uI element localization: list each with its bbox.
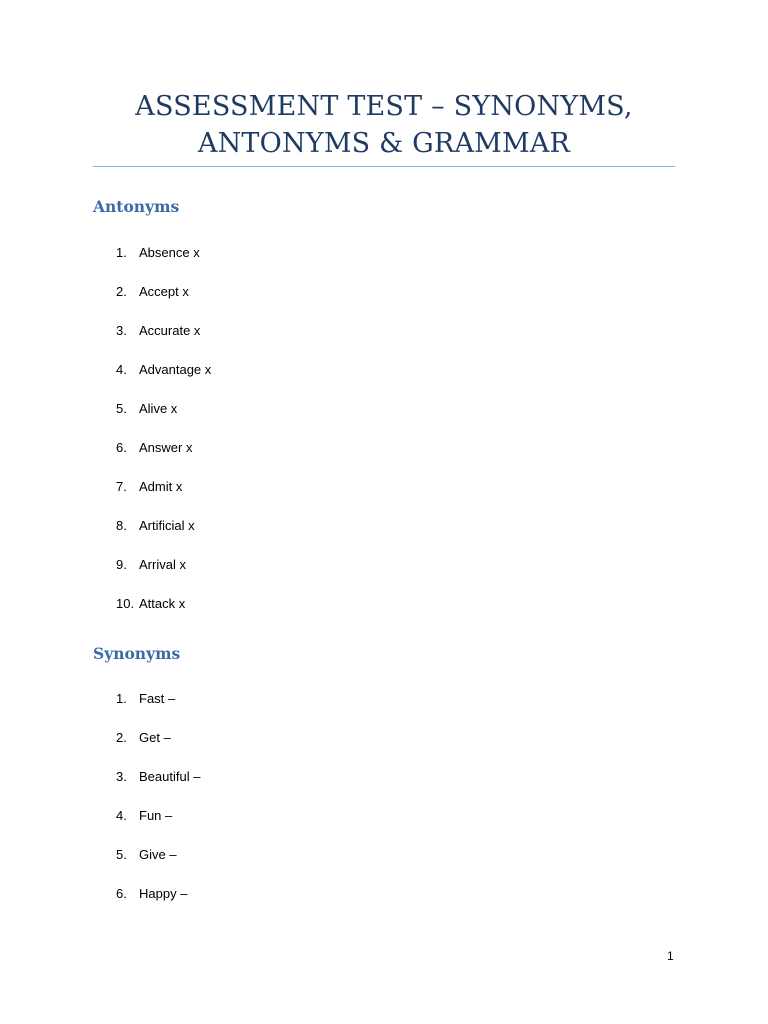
synonyms-heading: Synonyms — [93, 644, 181, 663]
page-number: 1 — [667, 949, 674, 963]
list-item-number: 4. — [116, 362, 127, 377]
list-item-number: 9. — [116, 557, 127, 572]
list-item-text: Accept x — [139, 284, 189, 299]
list-item-number: 6. — [116, 886, 127, 901]
list-item-number: 2. — [116, 730, 127, 745]
document-title-line-1: ASSESSMENT TEST – SYNONYMS, — [135, 91, 633, 122]
title-divider — [93, 166, 675, 167]
list-item-text: Give – — [139, 847, 177, 862]
list-item-text: Accurate x — [139, 323, 201, 338]
list-item-text: Fun – — [139, 808, 173, 823]
list-item-number: 6. — [116, 440, 127, 455]
list-item-number: 2. — [116, 284, 127, 299]
list-item-number: 4. — [116, 808, 127, 823]
document-title-line-2: ANTONYMS & GRAMMAR — [197, 128, 571, 159]
antonyms-heading: Antonyms — [93, 197, 180, 216]
document-title — [93, 88, 675, 162]
list-item-text: Happy – — [139, 886, 188, 901]
list-item-number: 8. — [116, 518, 127, 533]
list-item-text: Absence x — [139, 245, 200, 260]
list-item-text: Arrival x — [139, 557, 186, 572]
list-item-text: Alive x — [139, 401, 178, 416]
list-item-number: 3. — [116, 769, 127, 784]
list-item-number: 10. — [116, 596, 135, 611]
list-item-text: Beautiful – — [139, 769, 201, 784]
list-item-text: Fast – — [139, 691, 176, 706]
list-item-number: 7. — [116, 479, 127, 494]
list-item-text: Artificial x — [139, 518, 195, 533]
list-item-number: 1. — [116, 245, 127, 260]
list-item-number: 5. — [116, 847, 127, 862]
list-item-text: Admit x — [139, 479, 183, 494]
list-item-text: Get – — [139, 730, 171, 745]
list-item-text: Attack x — [139, 596, 186, 611]
list-item-number: 3. — [116, 323, 127, 338]
list-item-text: Answer x — [139, 440, 193, 455]
list-item-number: 1. — [116, 691, 127, 706]
list-item-text: Advantage x — [139, 362, 212, 377]
list-item-number: 5. — [116, 401, 127, 416]
